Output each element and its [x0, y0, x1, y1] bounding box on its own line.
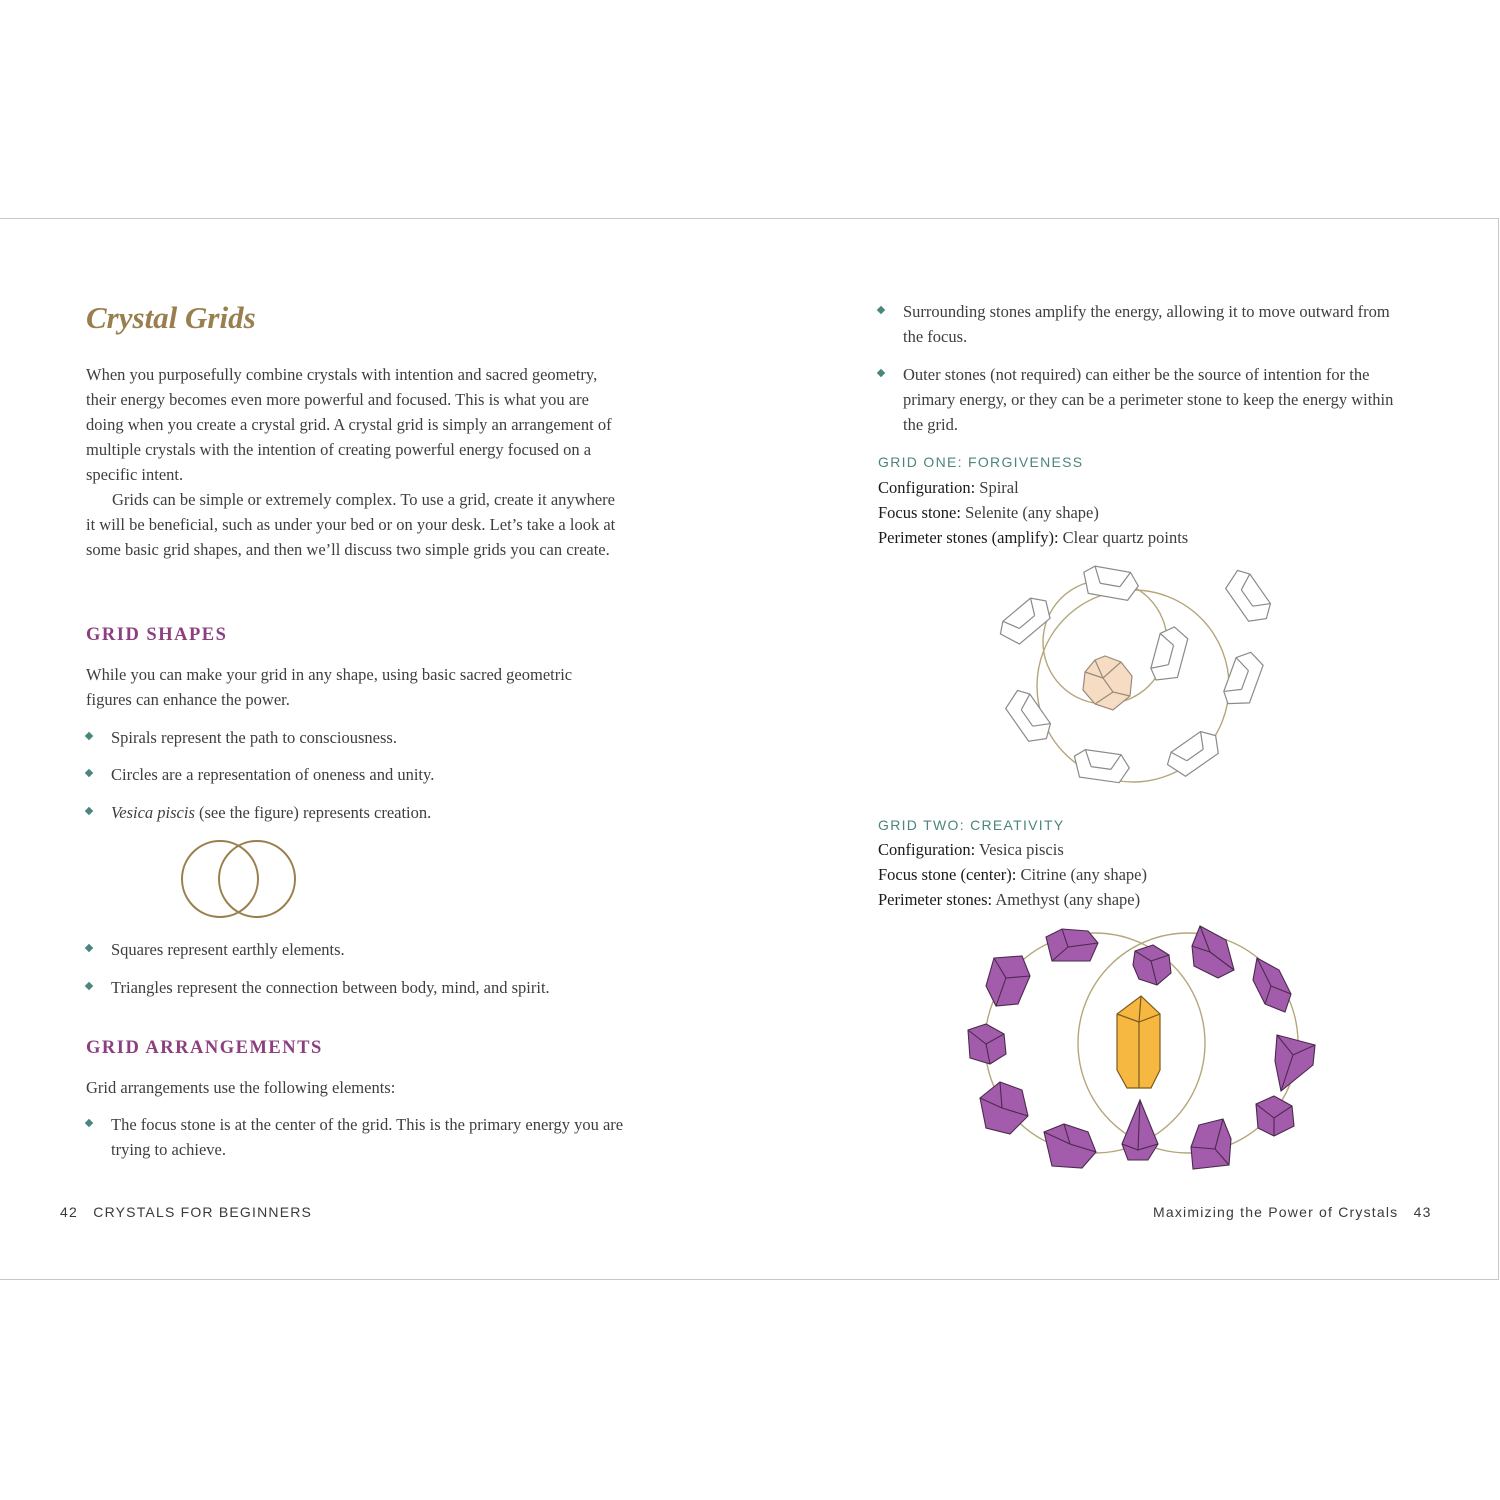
- grid-shapes-heading: GRID SHAPES: [86, 625, 228, 645]
- quartz-point-2: [995, 592, 1056, 649]
- amethyst-stone-10: [1044, 1124, 1096, 1168]
- citrine-focus-stone: [1117, 996, 1160, 1088]
- vesica-piscis-figure: [175, 835, 305, 925]
- page-title: Crystal Grids: [86, 300, 256, 335]
- amethyst-stone-5: [1253, 958, 1291, 1012]
- left-footer: [60, 1204, 312, 1220]
- spiral-grid-illustration: [995, 560, 1285, 790]
- quartz-point-5: [1220, 648, 1265, 710]
- amethyst-stone-2: [1133, 945, 1171, 985]
- quartz-point-3: [1148, 624, 1190, 685]
- amethyst-stone-6: [968, 1024, 1006, 1064]
- grid-two-perimeter-stones: Perimeter stones: Amethyst (any shape): [878, 890, 1141, 909]
- grid-two-focus-stone: Focus stone (center): Citrine (any shape): [878, 865, 1147, 884]
- grid-one-configuration: Configuration: Spiral: [878, 478, 1019, 497]
- amethyst-stone-8: [980, 1082, 1028, 1134]
- right-footer: [1153, 1204, 1432, 1220]
- chapter-title: Maximizing the Power of Crystals: [1153, 1204, 1399, 1220]
- amethyst-stone-9: [1256, 1096, 1294, 1136]
- amethyst-stone-1: [1046, 929, 1098, 961]
- grid-two-heading: GRID TWO: CREATIVITY: [878, 817, 1065, 833]
- grid-arrangements-heading: GRID ARRANGEMENTS: [86, 1038, 323, 1058]
- intro-paragraph-2: Grids can be simple or extremely complex. To use a grid, create it anywhere it will be beneficial, such as under your bed or on your desk. Let’s take a look at some basic grid shapes, and then we’ll discuss two simple grids you can create.: [86, 490, 616, 559]
- quartz-point-4: [1221, 566, 1276, 628]
- intro-text: [86, 362, 626, 562]
- amethyst-stone-4: [986, 956, 1030, 1006]
- left-page-number: 42: [60, 1204, 78, 1220]
- amethyst-stone-12: [1191, 1119, 1231, 1169]
- right-page-number: 43: [1413, 1204, 1432, 1220]
- grid-shapes-intro: While you can make your grid in any shape, using basic sacred geometric figures can enhance the power.: [86, 665, 573, 709]
- amethyst-stone-11: [1122, 1100, 1158, 1160]
- book-title: CRYSTALS FOR BEGINNERS: [93, 1204, 313, 1220]
- quartz-point-8: [1001, 686, 1056, 748]
- grid-one-heading: GRID ONE: FORGIVENESS: [878, 454, 1084, 470]
- intro-paragraph-1: When you purposefully combine crystals with intention and sacred geometry, their energy becomes even more powerful and focused. This is what you are doing when you create a crystal grid. A crystal grid is simply an arrangement of multiple crystals with the intention of creating powerful energy focused on a specific intent.: [86, 365, 612, 484]
- grid-one-perimeter-stones: Perimeter stones (amplify): Clear quartz points: [878, 528, 1189, 547]
- amethyst-stone-7: [1275, 1035, 1315, 1091]
- grid-two-details: [878, 837, 1438, 912]
- quartz-point-7: [1072, 748, 1131, 784]
- quartz-point-1: [1080, 564, 1140, 601]
- grid-one-details: [878, 475, 1438, 550]
- amethyst-stone-3: [1192, 926, 1234, 978]
- grid-arrangements-intro: Grid arrangements use the following elements:: [86, 1078, 396, 1097]
- vesica-grid-illustration: [955, 920, 1325, 1180]
- grid-two-configuration: Configuration: Vesica piscis: [878, 840, 1064, 859]
- vesica-term: Vesica piscis: [111, 803, 195, 822]
- grid-one-focus-stone: Focus stone: Selenite (any shape): [878, 503, 1099, 522]
